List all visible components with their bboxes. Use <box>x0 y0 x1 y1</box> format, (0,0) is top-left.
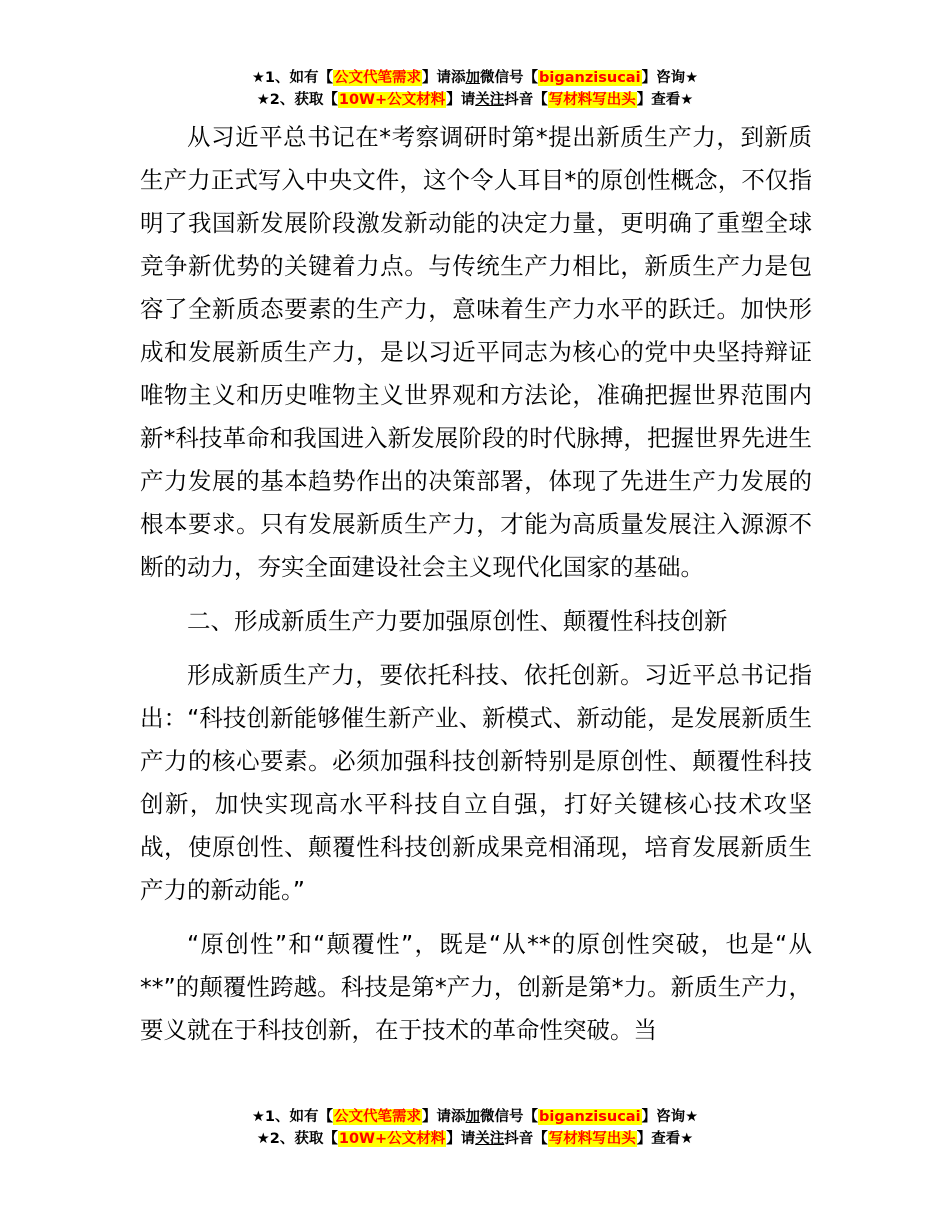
banner-highlight: 写材料写出头 <box>548 92 636 108</box>
document-body <box>140 116 812 1052</box>
footer-banner <box>0 1106 950 1150</box>
banner-text: 】咨询★ <box>641 70 699 86</box>
banner-text: ★1、如有【 <box>251 70 334 86</box>
paragraph-1: 从习近平总书记在*考察调研时第*提出新质生产力，到新质生产力正式写入中央文件，这个令人耳目*的原创性概念，不仅指明了我国新发展阶段激发新动能的决定力量，更明确了重塑全球竞争新优势的关键着力点。与传统生产力相比，新质生产力是包容了全新质态要素的生产力，意味着生产力水平的跃迁。加快形成和发展新质生产力，是以习近平同志为核心的党中央坚持辩证唯物主义和历史唯物主义世界观和方法论，准确把握世界范围内新*科技革命和我国进入新发展阶段的时代脉搏，把握世界先进生产力发展的基本趋势作出的决策部署，体现了先进生产力发展的根本要求。只有发展新质生产力，才能为高质量发展注入源源不断的动力，夯实全面建设社会主义现代化国家的基础。 <box>140 123 812 581</box>
paragraph-2: 形成新质生产力，要依托科技、依托创新。习近平总书记指出：“科技创新能够催生新产业、新模式、新动能，是发展新质生产力的核心要素。必须加强科技创新特别是原创性、颠覆性科技创新，加快实现高水平科技自立自强，打好关键核心技术攻坚战，使原创性、颠覆性科技创新成果竞相涌现，培育发展新质生产力的新动能。” <box>140 661 812 904</box>
banner-text: 】请 <box>446 1131 476 1147</box>
banner-line-1 <box>0 67 950 89</box>
banner-text: 微信号【 <box>480 70 539 86</box>
banner-text: 】请添 <box>422 70 466 86</box>
banner-text: 】查看★ <box>636 92 694 108</box>
banner-text: 】请 <box>446 92 476 108</box>
banner-text: 抖音【 <box>504 1131 548 1147</box>
banner-underlined-text: 加 <box>465 1109 481 1125</box>
banner-text: ★2、获取【 <box>256 1131 338 1147</box>
section-heading: 二、形成新质生产力要加强原创性、颠覆性科技创新 <box>187 607 728 635</box>
banner-text: ★2、获取【 <box>256 92 338 108</box>
banner-highlight: 写材料写出头 <box>548 1131 636 1147</box>
banner-underlined-text: 关注 <box>475 1131 505 1147</box>
paragraph-3: “原创性”和“颠覆性”，既是“从**的原创性突破，也是“从**”的颠覆性跨越。科技是第*产力，创新是第*力。新质生产力，要义就在于科技创新，在于技术的革命性突破。当 <box>140 930 812 1044</box>
banner-text: ★1、如有【 <box>251 1109 334 1125</box>
banner-text: 】查看★ <box>636 1131 694 1147</box>
banner-highlight: 10W+公文材料 <box>338 92 446 108</box>
banner-highlight: 公文代笔需求 <box>334 1109 422 1125</box>
banner-underlined-text: 关注 <box>475 92 505 108</box>
banner-text: 】请添 <box>422 1109 466 1125</box>
header-banner <box>0 67 950 111</box>
banner-highlight: biganzisucai <box>539 1109 641 1125</box>
banner-highlight: biganzisucai <box>539 70 641 86</box>
banner-text: 抖音【 <box>504 92 548 108</box>
banner-highlight: 公文代笔需求 <box>334 70 422 86</box>
banner-highlight: 10W+公文材料 <box>338 1131 446 1147</box>
banner-line-2 <box>0 89 950 111</box>
banner-line-1 <box>0 1106 950 1128</box>
banner-underlined-text: 加 <box>465 70 481 86</box>
banner-text: 】咨询★ <box>641 1109 699 1125</box>
banner-text: 微信号【 <box>480 1109 539 1125</box>
banner-line-2 <box>0 1128 950 1150</box>
